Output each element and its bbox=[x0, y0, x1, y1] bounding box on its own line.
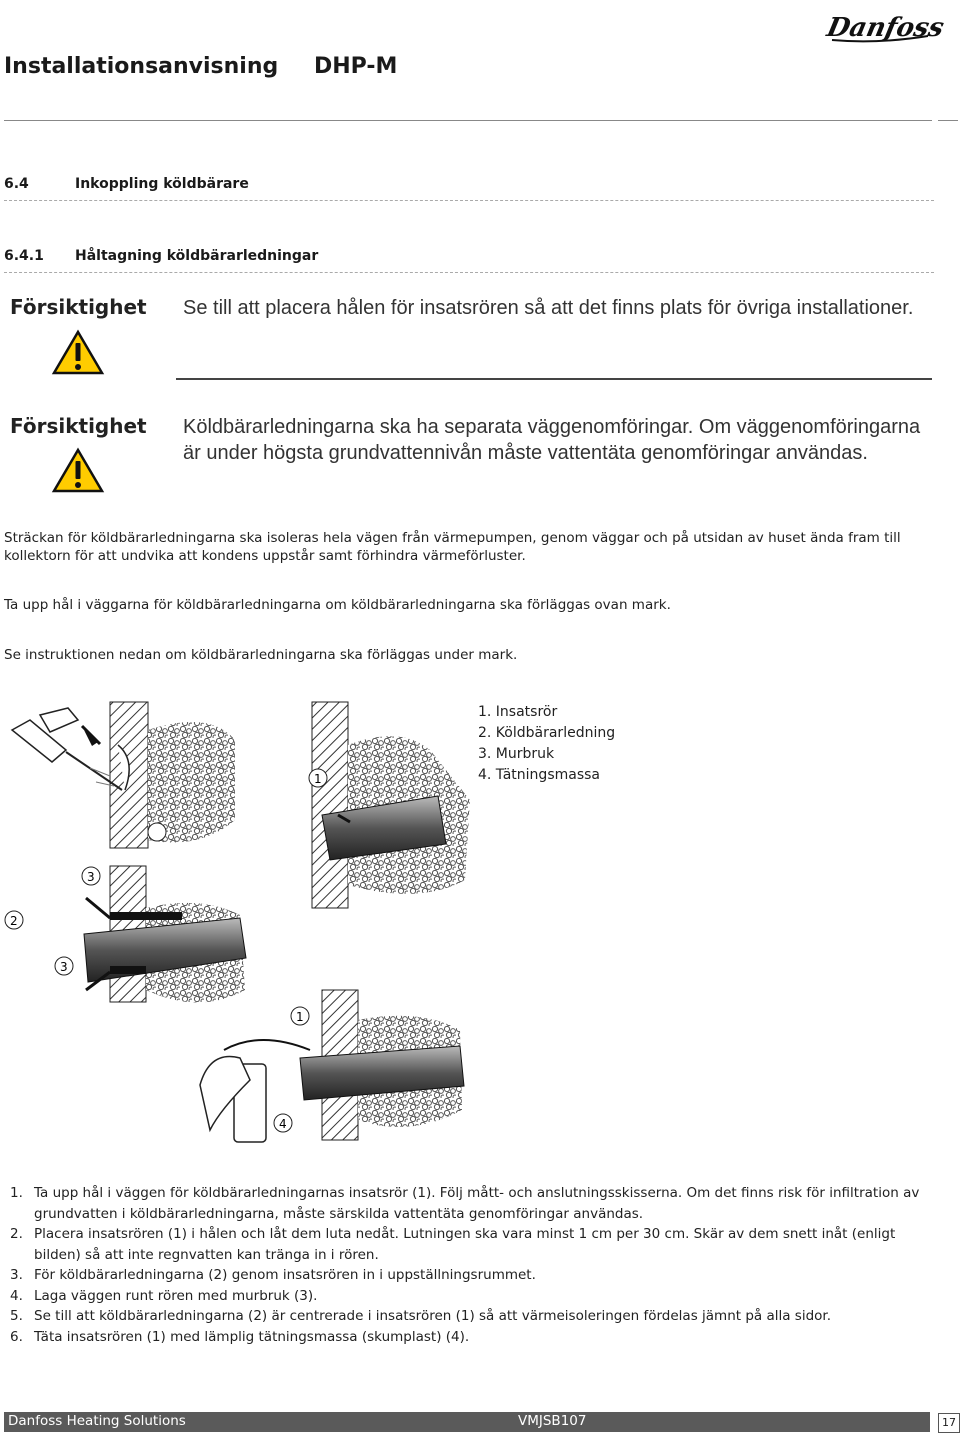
section-number: 6.4 bbox=[4, 176, 29, 192]
danfoss-logo bbox=[824, 6, 947, 46]
caution-text: Köldbärarledningarna ska ha separata väggenomföringar. Om väggenomföringarna är under högsta grundvattennivån måste vattentäta genomföringar användas. bbox=[183, 416, 921, 464]
subsection-divider bbox=[4, 272, 934, 273]
legend-item: 2. Köldbärarledning bbox=[478, 725, 616, 741]
paragraph: Se instruktionen nedan om köldbärarledningarna ska förläggas under mark. bbox=[4, 647, 518, 663]
warning-triangle-icon bbox=[52, 448, 104, 493]
step-item: 6. Täta insatsrören (1) med lämplig tätningsmassa (skumplast) (4). bbox=[10, 1328, 470, 1345]
legend-item: 3. Murbruk bbox=[478, 746, 555, 762]
document-title: Installationsanvisning bbox=[4, 54, 279, 79]
footer-document-code: VMJSB107 bbox=[518, 1413, 587, 1429]
page-number: 17 bbox=[938, 1413, 960, 1433]
legend-item: 1. Insatsrör bbox=[478, 704, 558, 720]
callout-label: 4 bbox=[279, 1117, 287, 1131]
instruction-steps bbox=[10, 1183, 930, 1347]
pipe-panel bbox=[5, 866, 246, 1003]
callout-label: 1 bbox=[296, 1010, 304, 1024]
callout-label: 3 bbox=[87, 870, 95, 884]
step-item: 5. Se till att köldbärarledningarna (2) är centrerade i insatsrören (1) så att värmeisoleringen fördelas jämnt på alla sidor. bbox=[10, 1308, 832, 1324]
model-name: DHP-M bbox=[314, 54, 398, 79]
caution-text: Se till att placera hålen för insatsrören så att det finns plats för övriga installationer. bbox=[183, 297, 914, 319]
warning-triangle-icon bbox=[52, 330, 104, 375]
paragraph: Ta upp hål i väggarna för köldbärarledningarna om köldbärarledningarna ska förläggas ovan mark. bbox=[4, 597, 671, 613]
caution-label: Försiktighet bbox=[10, 414, 147, 438]
sleeve-panel bbox=[309, 702, 470, 908]
paragraph: Sträckan för köldbärarledningarna ska isoleras hela vägen från värmepumpen, genom väggar och på utsidan av huset ända fram till kollektorn för att undvika att kondens uppstår samt förhindra värmeförluster. bbox=[4, 530, 901, 564]
installation-illustration bbox=[0, 690, 480, 1150]
callout-label: 1 bbox=[314, 772, 322, 786]
svg-text:Danfoss: Danfoss bbox=[824, 12, 947, 43]
header-rule-end bbox=[938, 120, 958, 121]
callout-label: 2 bbox=[10, 914, 18, 928]
callout-label: 3 bbox=[60, 960, 68, 974]
sealing-panel bbox=[200, 990, 464, 1142]
subsection-title: Håltagning köldbärarledningar bbox=[75, 248, 319, 264]
legend-item: 4. Tätningsmassa bbox=[478, 767, 600, 783]
caution-label: Försiktighet bbox=[10, 295, 147, 319]
footer-company: Danfoss Heating Solutions bbox=[8, 1413, 186, 1429]
section-title: Inkoppling köldbärare bbox=[75, 176, 249, 192]
step-item: 1. Ta upp hål i väggen för köldbärarledningarnas insatsrör (1). Följ mått- och anslutningsskisserna. Om det finns risk för infiltration av grundvatten i köldbärarledningarna, måste särskilda vattentäta genomföringar användas. bbox=[10, 1185, 920, 1222]
section-divider bbox=[4, 200, 934, 201]
caution-rule bbox=[176, 378, 932, 380]
subsection-number: 6.4.1 bbox=[4, 248, 44, 264]
step-item: 2. Placera insatsrören (1) i hålen och låt dem luta nedåt. Lutningen ska vara minst 1 cm per 30 cm. Skär av dem snett inåt (enligt bilden) så att inte regnvatten kan tränga in i rören. bbox=[10, 1226, 896, 1263]
header-rule bbox=[4, 120, 932, 121]
figure-legend bbox=[478, 702, 615, 786]
step-item: 4. Laga väggen runt rören med murbruk (3). bbox=[10, 1287, 318, 1304]
step-item: 3. För köldbärarledningarna (2) genom insatsrören in i uppställningsrummet. bbox=[10, 1267, 536, 1283]
drill-panel bbox=[12, 702, 235, 848]
